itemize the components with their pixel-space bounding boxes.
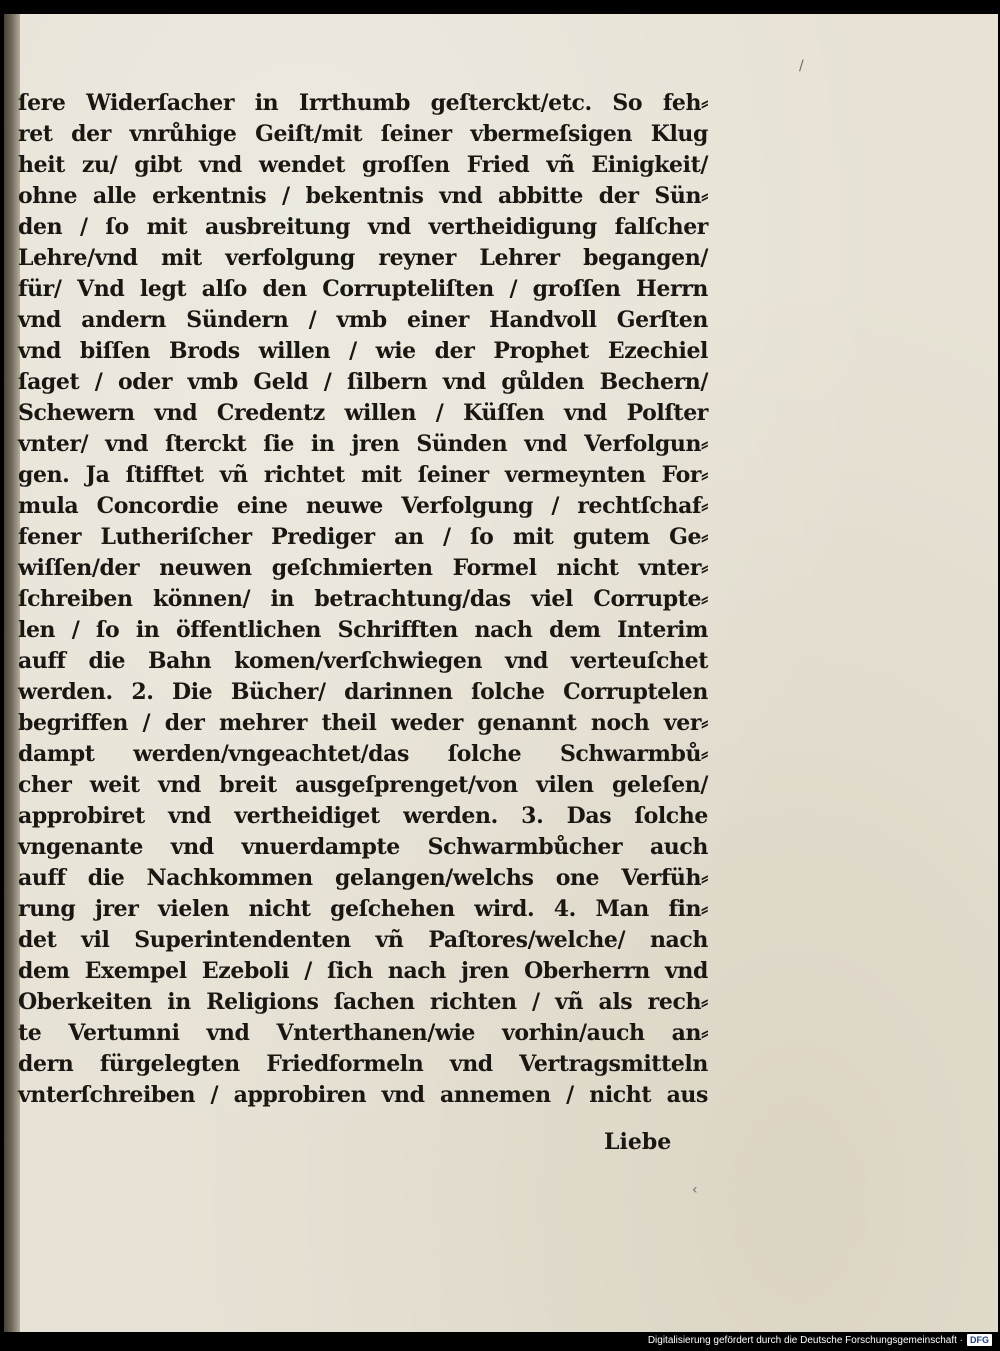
text-line: begriffen / der mehrer theil weder genannt noch ver⸗: [18, 710, 708, 736]
text-line: den / ſo mit ausbreitung vnd vertheidigung falſcher: [18, 214, 708, 240]
text-line: dern fürgelegten Friedformeln vnd Vertragsmitteln: [18, 1051, 708, 1077]
text-line: ret der vnrůhige Geiſt/mit ſeiner vbermeſsigen Klug: [18, 121, 708, 147]
text-line: det vil Superintendenten vñ Paſtores/welche/ nach: [18, 927, 708, 953]
dfg-logo: DFG: [967, 1334, 992, 1346]
digitization-footer: [648, 1333, 992, 1347]
text-line: dem Exempel Ezeboli / ſich nach jren Oberherrn vnd: [18, 958, 708, 984]
text-line: ſere Widerſacher in Irrthumb geſterckt/etc. So feh⸗: [18, 90, 708, 116]
text-line: vngenante vnd vnuerdampte Schwarmbůcher auch: [18, 834, 708, 860]
text-line: dampt werden/vngeachtet/das ſolche Schwarmbů⸗: [18, 741, 708, 767]
text-line: rung jrer vielen nicht geſchehen wird. 4. Man fin⸗: [18, 896, 708, 922]
text-line: vnd biſſen Brods willen / wie der Prophet Ezechiel: [18, 338, 708, 364]
text-line: mula Concordie eine neuwe Verfolgung / rechtſchaf⸗: [18, 493, 708, 519]
paper-mark: ‹: [692, 1182, 698, 1198]
text-line: ſchreiben können/ in betrachtung/das viel Corrupte⸗: [18, 586, 708, 612]
text-line: auff die Bahn komen/verſchwiegen vnd verteuſchet: [18, 648, 708, 674]
text-line: Oberkeiten in Religions ſachen richten / vñ als rech⸗: [18, 989, 708, 1015]
funding-credit: Digitalisierung gefördert durch die Deutsche Forschungsgemeinschaft ·: [647, 1334, 963, 1346]
text-line: gen. Ja ſtifftet vñ richtet mit ſeiner vermeynten For⸗: [18, 462, 708, 488]
page-text-block: [18, 88, 708, 1111]
book-page: [4, 14, 998, 1332]
text-line: ohne alle erkentnis / bekentnis vnd abbitte der Sün⸗: [18, 183, 708, 209]
text-line: vnd andern Sündern / vmb einer Handvoll Gerſten: [18, 307, 708, 333]
text-line: ſaget / oder vmb Geld / ſilbern vnd gůlden Bechern/: [18, 369, 708, 395]
text-line: cher weit vnd breit ausgeſprenget/von vilen geleſen/: [18, 772, 708, 798]
text-line: für/ Vnd legt alſo den Corrupteliſten / groſſen Herrn: [18, 276, 708, 302]
text-line: vnter/ vnd ſterckt ſie in jren Sünden vnd Verfolgun⸗: [18, 431, 708, 457]
text-line: fener Lutheriſcher Prediger an / ſo mit gutem Ge⸗: [18, 524, 708, 550]
text-line: wiſſen/der neuwen geſchmierten Formel nicht vnter⸗: [18, 555, 708, 581]
text-line: Lehre/vnd mit verfolgung reyner Lehrer begangen/: [18, 245, 708, 271]
text-line: auff die Nachkommen gelangen/welchs one Verfüh⸗: [18, 865, 708, 891]
text-line: vnterſchreiben / approbiren vnd annemen / nicht aus: [18, 1082, 708, 1108]
text-line: Schewern vnd Credentz willen / Küſſen vnd Polſter: [18, 400, 708, 426]
text-line: len / ſo in öffentlichen Schrifften nach dem Interim: [18, 617, 708, 643]
text-line: werden. 2. Die Bücher/ darinnen ſolche Corruptelen: [18, 679, 708, 705]
text-line: heit zu/ gibt vnd wendet groſſen Fried vñ Einigkeit/: [18, 152, 708, 178]
text-line: te Vertumni vnd Vnterthanen/wie vorhin/auch an⸗: [18, 1020, 708, 1046]
paper-mark: /: [799, 58, 804, 74]
text-line: approbiret vnd vertheidiget werden. 3. Das ſolche: [18, 803, 708, 829]
catchword: Liebe: [604, 1129, 672, 1155]
